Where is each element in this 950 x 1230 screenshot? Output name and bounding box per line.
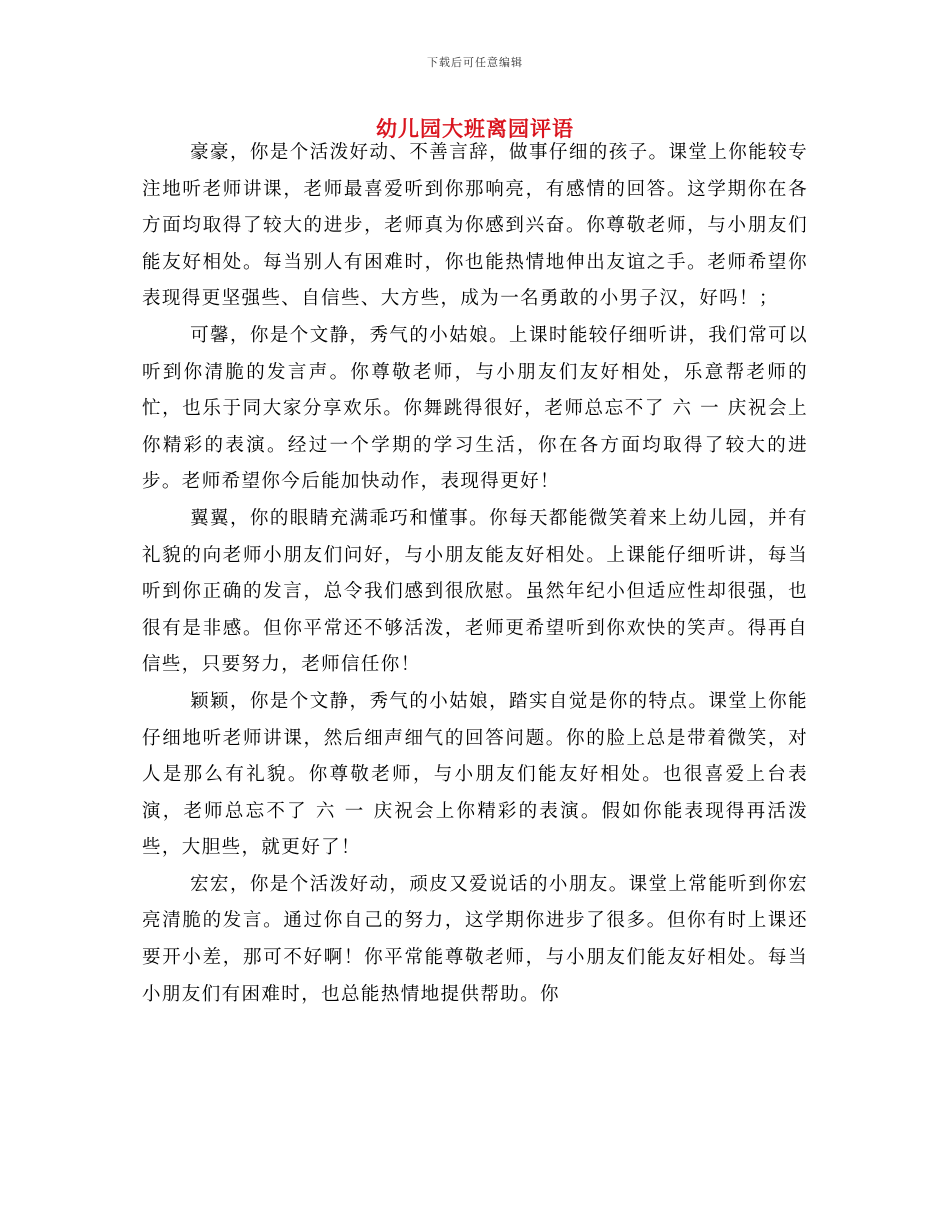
paragraph-kexin: 可馨，你是个文静，秀气的小姑娘。上课时能较仔细听讲，我们常可以听到你清脆的发言声。你尊敬老师，与小朋友们友好相处，乐意帮老师的忙，也乐于同大家分享欢乐。你舞跳得很好，老师总忘不了 六 一 庆祝会上你精彩的表演。经过一个学期的学习生活，你在各方面均取得了较大的进步。老师希望你今后能加快动作，表现得更好！	[142, 324, 808, 493]
document-title: 幼儿园大班离园评语	[376, 117, 574, 141]
document-body	[142, 135, 808, 1013]
paragraph-honghong: 宏宏，你是个活泼好动，顽皮又爱说话的小朋友。课堂上常能听到你宏亮清脆的发言。通过你自己的努力，这学期你进步了很多。但你有时上课还要开小差，那可不好啊！你平常能尊敬老师，与小朋友们能友好相处。每当小朋友们有困难时，也总能热情地提供帮助。你	[142, 873, 808, 1005]
header-note: 下载后可任意编辑	[427, 56, 523, 69]
paragraph-haohao: 豪豪，你是个活泼好动、不善言辞，做事仔细的孩子。课堂上你能较专注地听老师讲课，老师最喜爱听到你那响亮，有感情的回答。这学期你在各方面均取得了较大的进步，老师真为你感到兴奋。你尊敬老师，与小朋友们能友好相处。每当别人有困难时，你也能热情地伸出友谊之手。老师希望你表现得更坚强些、自信些、大方些，成为一名勇敢的小男子汉，好吗！；	[142, 142, 808, 310]
paragraph-yingying: 颖颖，你是个文静，秀气的小姑娘，踏实自觉是你的特点。课堂上你能仔细地听老师讲课，然后细声细气的回答问题。你的脸上总是带着微笑，对人是那么有礼貌。你尊敬老师，与小朋友们能友好相处。也很喜爱上台表演，老师总忘不了 六 一 庆祝会上你精彩的表演。假如你能表现得再活泼些，大胆些，就更好了！	[142, 690, 808, 859]
paragraph-yiyi: 翼翼，你的眼睛充满乖巧和懂事。你每天都能微笑着来上幼儿园，并有礼貌的向老师小朋友们问好，与小朋友能友好相处。上课能仔细听讲，每当听到你正确的发言，总令我们感到很欣慰。虽然年纪小但适应性却很强，也很有是非感。但你平常还不够活泼，老师更希望听到你欢快的笑声。得再自信些，只要努力，老师信任你！	[142, 507, 808, 676]
